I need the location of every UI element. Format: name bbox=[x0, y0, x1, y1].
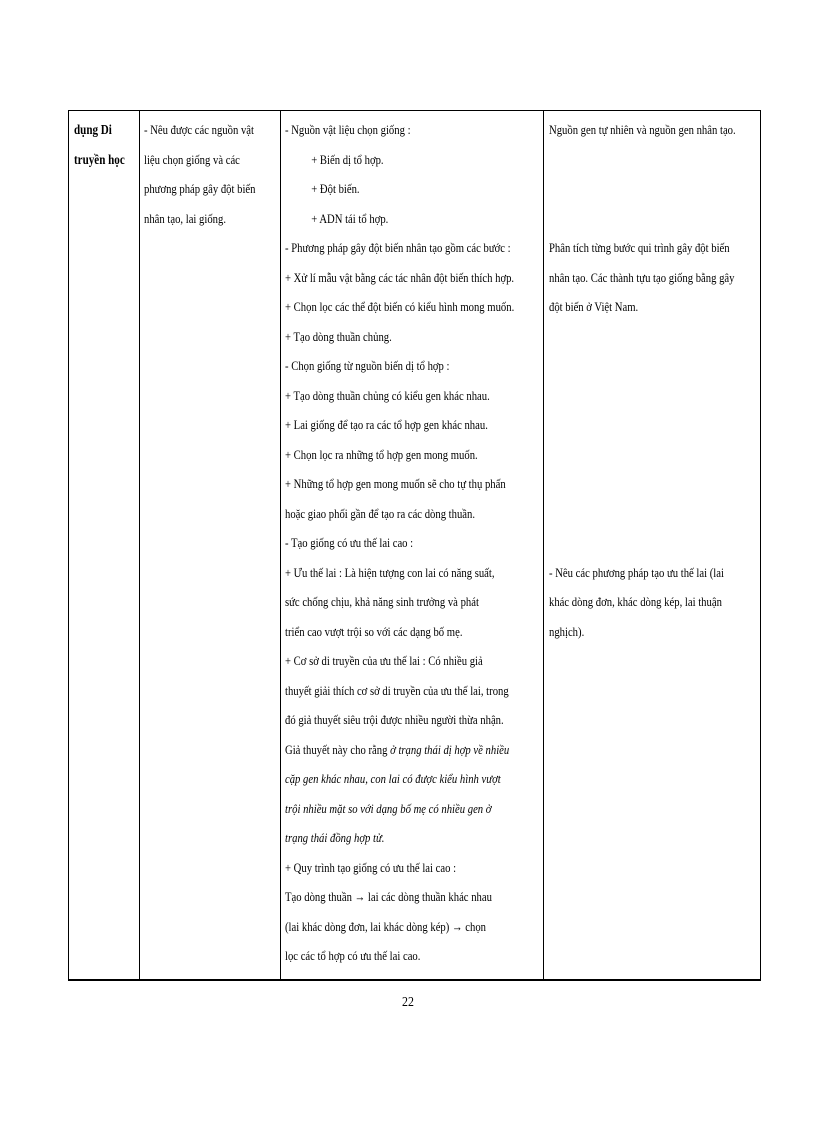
notes-spacer bbox=[549, 381, 718, 411]
content-line: trạng thái đồng hợp tử. bbox=[285, 830, 385, 845]
notes-line: nhân tạo. Các thành tựu tạo giống bằng gây bbox=[548, 269, 735, 285]
notes-spacer bbox=[549, 204, 718, 234]
content-line-italic: ở trạng thái dị hợp về nhiều bbox=[390, 741, 510, 757]
content-line: - Chọn giống từ nguồn biến dị tổ hợp : bbox=[285, 358, 450, 373]
notes-spacer bbox=[549, 351, 718, 381]
content-line: sức chống chịu, khả năng sinh trưởng và phát bbox=[285, 594, 480, 609]
content-line: cặp gen khác nhau, con lai có được kiểu hình vượt bbox=[285, 771, 502, 786]
notes-spacer bbox=[549, 322, 718, 352]
notes-spacer bbox=[549, 145, 718, 175]
content-line: trội nhiều mặt so với dạng bố mẹ có nhiều gen ở bbox=[285, 800, 492, 816]
content-line: lọc các tổ hợp có ưu thế lai cao. bbox=[285, 948, 421, 963]
content-line: + Quy trình tạo giống có ưu thế lai cao : bbox=[285, 859, 457, 875]
notes-line: - Nêu các phương pháp tạo ưu thế lai (lai bbox=[548, 564, 724, 580]
content-line: hoặc giao phối gần để tạo ra các dòng thuần. bbox=[285, 505, 476, 521]
notes-line: khác dòng đơn, khác dòng kép, lai thuận bbox=[548, 594, 722, 609]
content-line: Tạo dòng thuần → lai các dòng thuần khác nhau bbox=[285, 889, 493, 904]
notes-spacer bbox=[549, 499, 718, 529]
content-line: + Ưu thế lai : Là hiện tượng con lai có năng suất, bbox=[285, 564, 495, 580]
content-line: triển cao vượt trội so với các dạng bố mẹ. bbox=[285, 623, 463, 639]
content-line: + Xử lí mẫu vật bằng các tác nhân đột biến thích hợp. bbox=[285, 269, 515, 285]
notes-spacer bbox=[549, 410, 718, 440]
content-line: + Biến dị tổ hợp. bbox=[311, 151, 384, 167]
content-line bbox=[285, 735, 510, 765]
content-line: + Lai giống để tạo ra các tổ hợp gen khác nhau. bbox=[285, 417, 489, 432]
notes-spacer bbox=[549, 528, 718, 558]
content-line: - Phương pháp gây đột biến nhân tạo gồm các bước : bbox=[285, 240, 512, 255]
notes-line: Nguồn gen tự nhiên và nguồn gen nhân tạo. bbox=[548, 122, 736, 137]
notes-line: đột biến ở Việt Nam. bbox=[548, 299, 638, 314]
topic-line: dụng Di bbox=[74, 122, 112, 137]
content-line: - Nguồn vật liệu chọn giống : bbox=[285, 122, 411, 137]
notes-line: nghịch). bbox=[548, 623, 584, 639]
content-line: + Những tổ hợp gen mong muốn sẽ cho tự thụ phấn bbox=[285, 476, 507, 491]
notes-spacer bbox=[549, 174, 718, 204]
topic-line: truyền học bbox=[74, 151, 125, 167]
objective-line: phương pháp gây đột biến bbox=[143, 181, 256, 196]
content-line: - Tạo giống có ưu thế lai cao : bbox=[285, 535, 414, 550]
content-line-plain: Giả thuyết này cho rằng bbox=[285, 741, 391, 757]
content-line: thuyết giải thích cơ sở di truyền của ưu thế lai, trong bbox=[285, 682, 510, 698]
content-line: + Tạo dòng thuần chủng. bbox=[285, 328, 393, 344]
notes-line: Phân tích từng bước qui trình gây đột biến bbox=[548, 240, 730, 255]
content-line: + Đột biến. bbox=[311, 181, 361, 196]
content-line: + Chọn lọc ra những tổ hợp gen mong muốn. bbox=[285, 446, 479, 462]
content-line: (lai khác dòng đơn, lai khác dòng kép) → chọn bbox=[285, 918, 487, 934]
notes-spacer bbox=[549, 469, 718, 499]
content-line: + Cơ sở di truyền của ưu thế lai : Có nhiều giả bbox=[285, 653, 484, 668]
content-line: + ADN tái tổ hợp. bbox=[311, 210, 389, 226]
notes-column bbox=[544, 111, 760, 979]
content-line: đó giả thuyết siêu trội được nhiều người thừa nhận. bbox=[285, 712, 505, 727]
content-line: + Chọn lọc các thể đột biến có kiểu hình mong muốn. bbox=[285, 299, 515, 314]
objective-column bbox=[140, 111, 282, 979]
notes-spacer bbox=[549, 440, 718, 470]
content-table bbox=[68, 110, 761, 981]
topic-column bbox=[69, 111, 140, 979]
objective-line: nhân tạo, lai giống. bbox=[143, 210, 226, 226]
content-line: + Tạo dòng thuần chủng có kiểu gen khác nhau. bbox=[285, 387, 491, 403]
objective-line: - Nêu được các nguồn vật bbox=[143, 122, 254, 137]
content-column bbox=[281, 111, 543, 979]
page-number: 22 bbox=[402, 995, 414, 1010]
objective-line: liệu chọn giống và các bbox=[143, 151, 240, 167]
